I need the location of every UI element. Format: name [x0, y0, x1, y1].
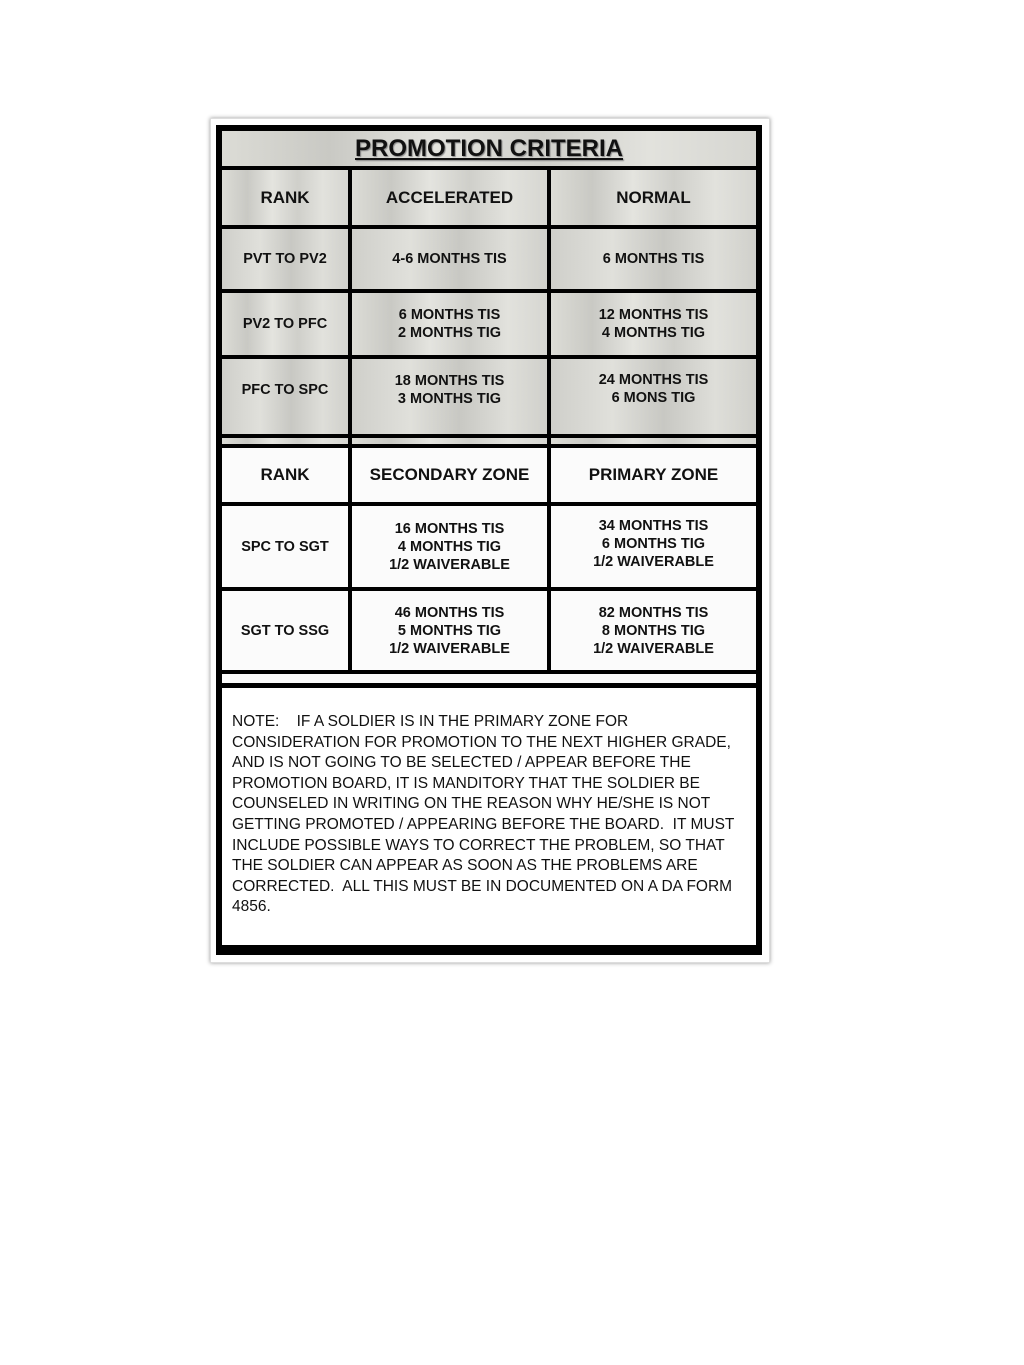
page-title: PROMOTION CRITERIA [222, 131, 756, 166]
header-accelerated: ACCELERATED [352, 170, 547, 225]
header-normal: NORMAL [551, 170, 756, 225]
note-text: NOTE: IF A SOLDIER IS IN THE PRIMARY ZONE FOR CONSIDERATION FOR PROMOTION TO THE NEXT HIGHER GRADE, AND IS NOT GOING TO BE SELECTED / APPEAR BEFORE THE PROMOTION BOARD, IT IS MANDITORY THAT THE SOLDIER BE COUNSELED IN WRITING ON THE REASON WHY HE/SHE IS NOT GETTING PROMOTED / APPEARING BEFORE THE BOARD. IT MUST INCLUDE POSSIBLE WAYS TO CORRECT THE PROBLEM, SO THAT THE SOLDIER CAN APPEAR AS SOON AS THE PROBLEMS ARE CORRECTED. ALL THIS MUST BE IN DOCUMENTED ON A DA FORM 4856. [222, 688, 756, 945]
header-rank: RANK [222, 448, 348, 502]
spacer-cell [352, 438, 547, 444]
rank-cell: SPC TO SGT [222, 506, 348, 587]
header-secondary-zone: SECONDARY ZONE [352, 448, 547, 502]
primary-zone-cell: 82 MONTHS TIS 8 MONTHS TIG 1/2 WAIVERABLE [551, 591, 756, 670]
secondary-zone-cell: 16 MONTHS TIS 4 MONTHS TIG 1/2 WAIVERABLE [352, 506, 547, 587]
secondary-zone-cell: 46 MONTHS TIS 5 MONTHS TIG 1/2 WAIVERABLE [352, 591, 547, 670]
spacer-cell [551, 438, 756, 444]
spacer-cell [222, 674, 756, 683]
spacer-cell [222, 438, 348, 444]
rank-cell: PV2 TO PFC [222, 293, 348, 355]
accelerated-cell: 4-6 MONTHS TIS [352, 229, 547, 289]
header-rank: RANK [222, 170, 348, 225]
normal-cell: 12 MONTHS TIS 4 MONTHS TIG [551, 293, 756, 355]
normal-cell: 24 MONTHS TIS 6 MONS TIG [551, 359, 756, 434]
accelerated-cell: 6 MONTHS TIS 2 MONTHS TIG [352, 293, 547, 355]
normal-cell: 6 MONTHS TIS [551, 229, 756, 289]
header-primary-zone: PRIMARY ZONE [551, 448, 756, 502]
rank-cell: SGT TO SSG [222, 591, 348, 670]
accelerated-cell: 18 MONTHS TIS 3 MONTHS TIG [352, 359, 547, 434]
primary-zone-cell: 34 MONTHS TIS 6 MONTHS TIG 1/2 WAIVERABLE [551, 506, 756, 587]
rank-cell: PVT TO PV2 [222, 229, 348, 289]
rank-cell: PFC TO SPC [222, 359, 348, 434]
